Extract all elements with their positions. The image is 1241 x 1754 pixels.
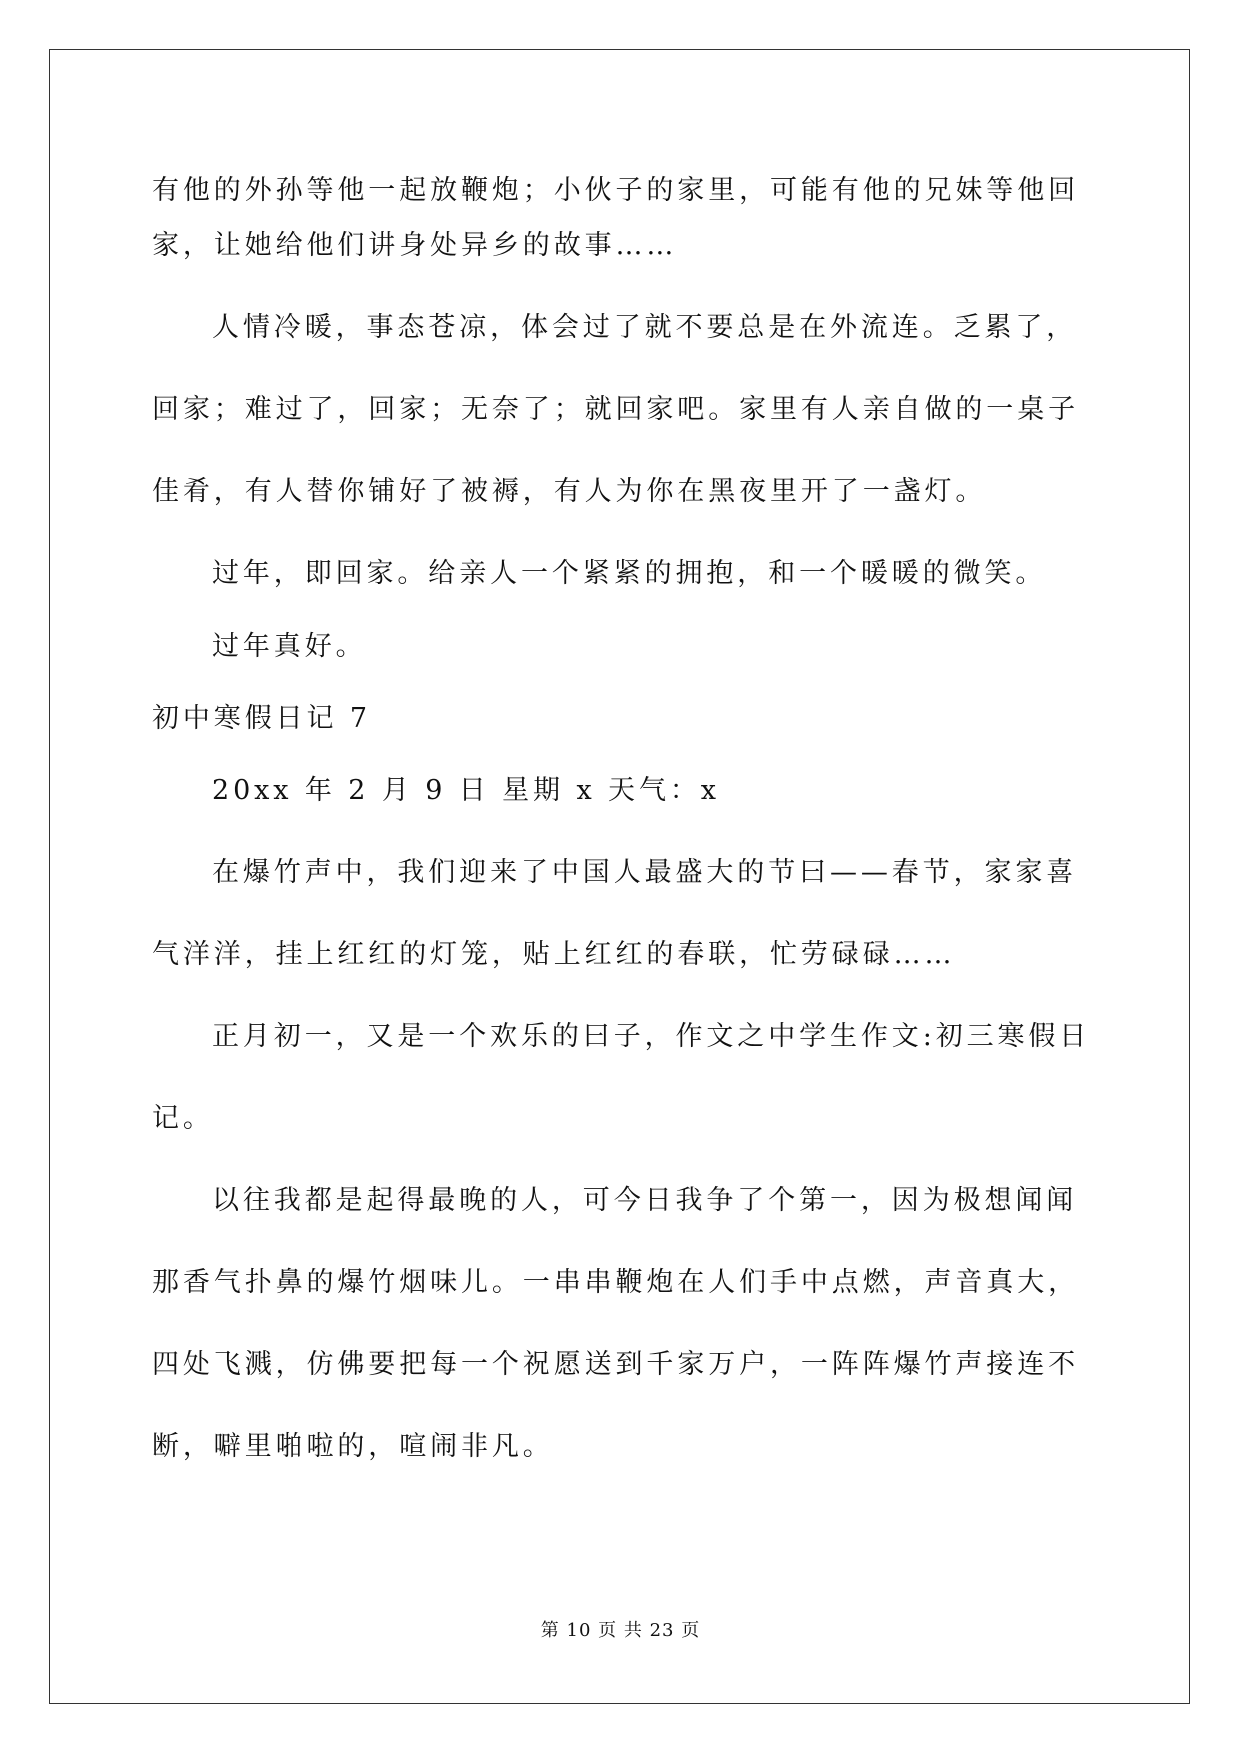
body-line: 回家；难过了，回家；无奈了；就回家吧。家里有人亲自做的一桌子: [152, 394, 1079, 425]
body-line: 四处飞溅，仿佛要把每一个祝愿送到千家万户，一阵阵爆竹声接连不: [152, 1349, 1079, 1380]
body-line: 人情冷暖，事态苍凉，体会过了就不要总是在外流连。乏累了，: [212, 312, 1078, 343]
diary-date-line: 20xx 年 2 月 9 日 星期 x 天气：x: [212, 775, 720, 806]
body-line: 有他的外孙等他一起放鞭炮；小伙子的家里，可能有他的兄妹等他回: [152, 175, 1079, 206]
body-line: 过年，即回家。给亲人一个紧紧的拥抱，和一个暖暖的微笑。: [212, 558, 1047, 589]
body-line: 断，噼里啪啦的，喧闹非凡。: [152, 1431, 554, 1462]
body-line: 记。: [152, 1103, 214, 1134]
body-line: 佳肴，有人替你铺好了被褥，有人为你在黑夜里开了一盏灯。: [152, 476, 987, 507]
page-number-footer: 第 10 页 共 23 页: [540, 1620, 701, 1641]
body-line: 那香气扑鼻的爆竹烟味儿。一串串鞭炮在人们手中点燃，声音真大，: [152, 1267, 1079, 1298]
body-line: 以往我都是起得最晚的人，可今日我争了个第一，因为极想闻闻: [212, 1185, 1078, 1216]
section-heading: 初中寒假日记 7: [152, 703, 371, 734]
body-line: 在爆竹声中，我们迎来了中国人最盛大的节曰——春节，家家喜: [212, 857, 1078, 888]
body-line: 气洋洋，挂上红红的灯笼，贴上红红的春联，忙劳碌碌……: [152, 939, 956, 970]
body-line: 正月初一，又是一个欢乐的曰子，作文之中学生作文:初三寒假日: [212, 1021, 1091, 1052]
body-line: 过年真好。: [212, 631, 367, 662]
body-line: 家，让她给他们讲身处异乡的故事……: [152, 230, 678, 261]
